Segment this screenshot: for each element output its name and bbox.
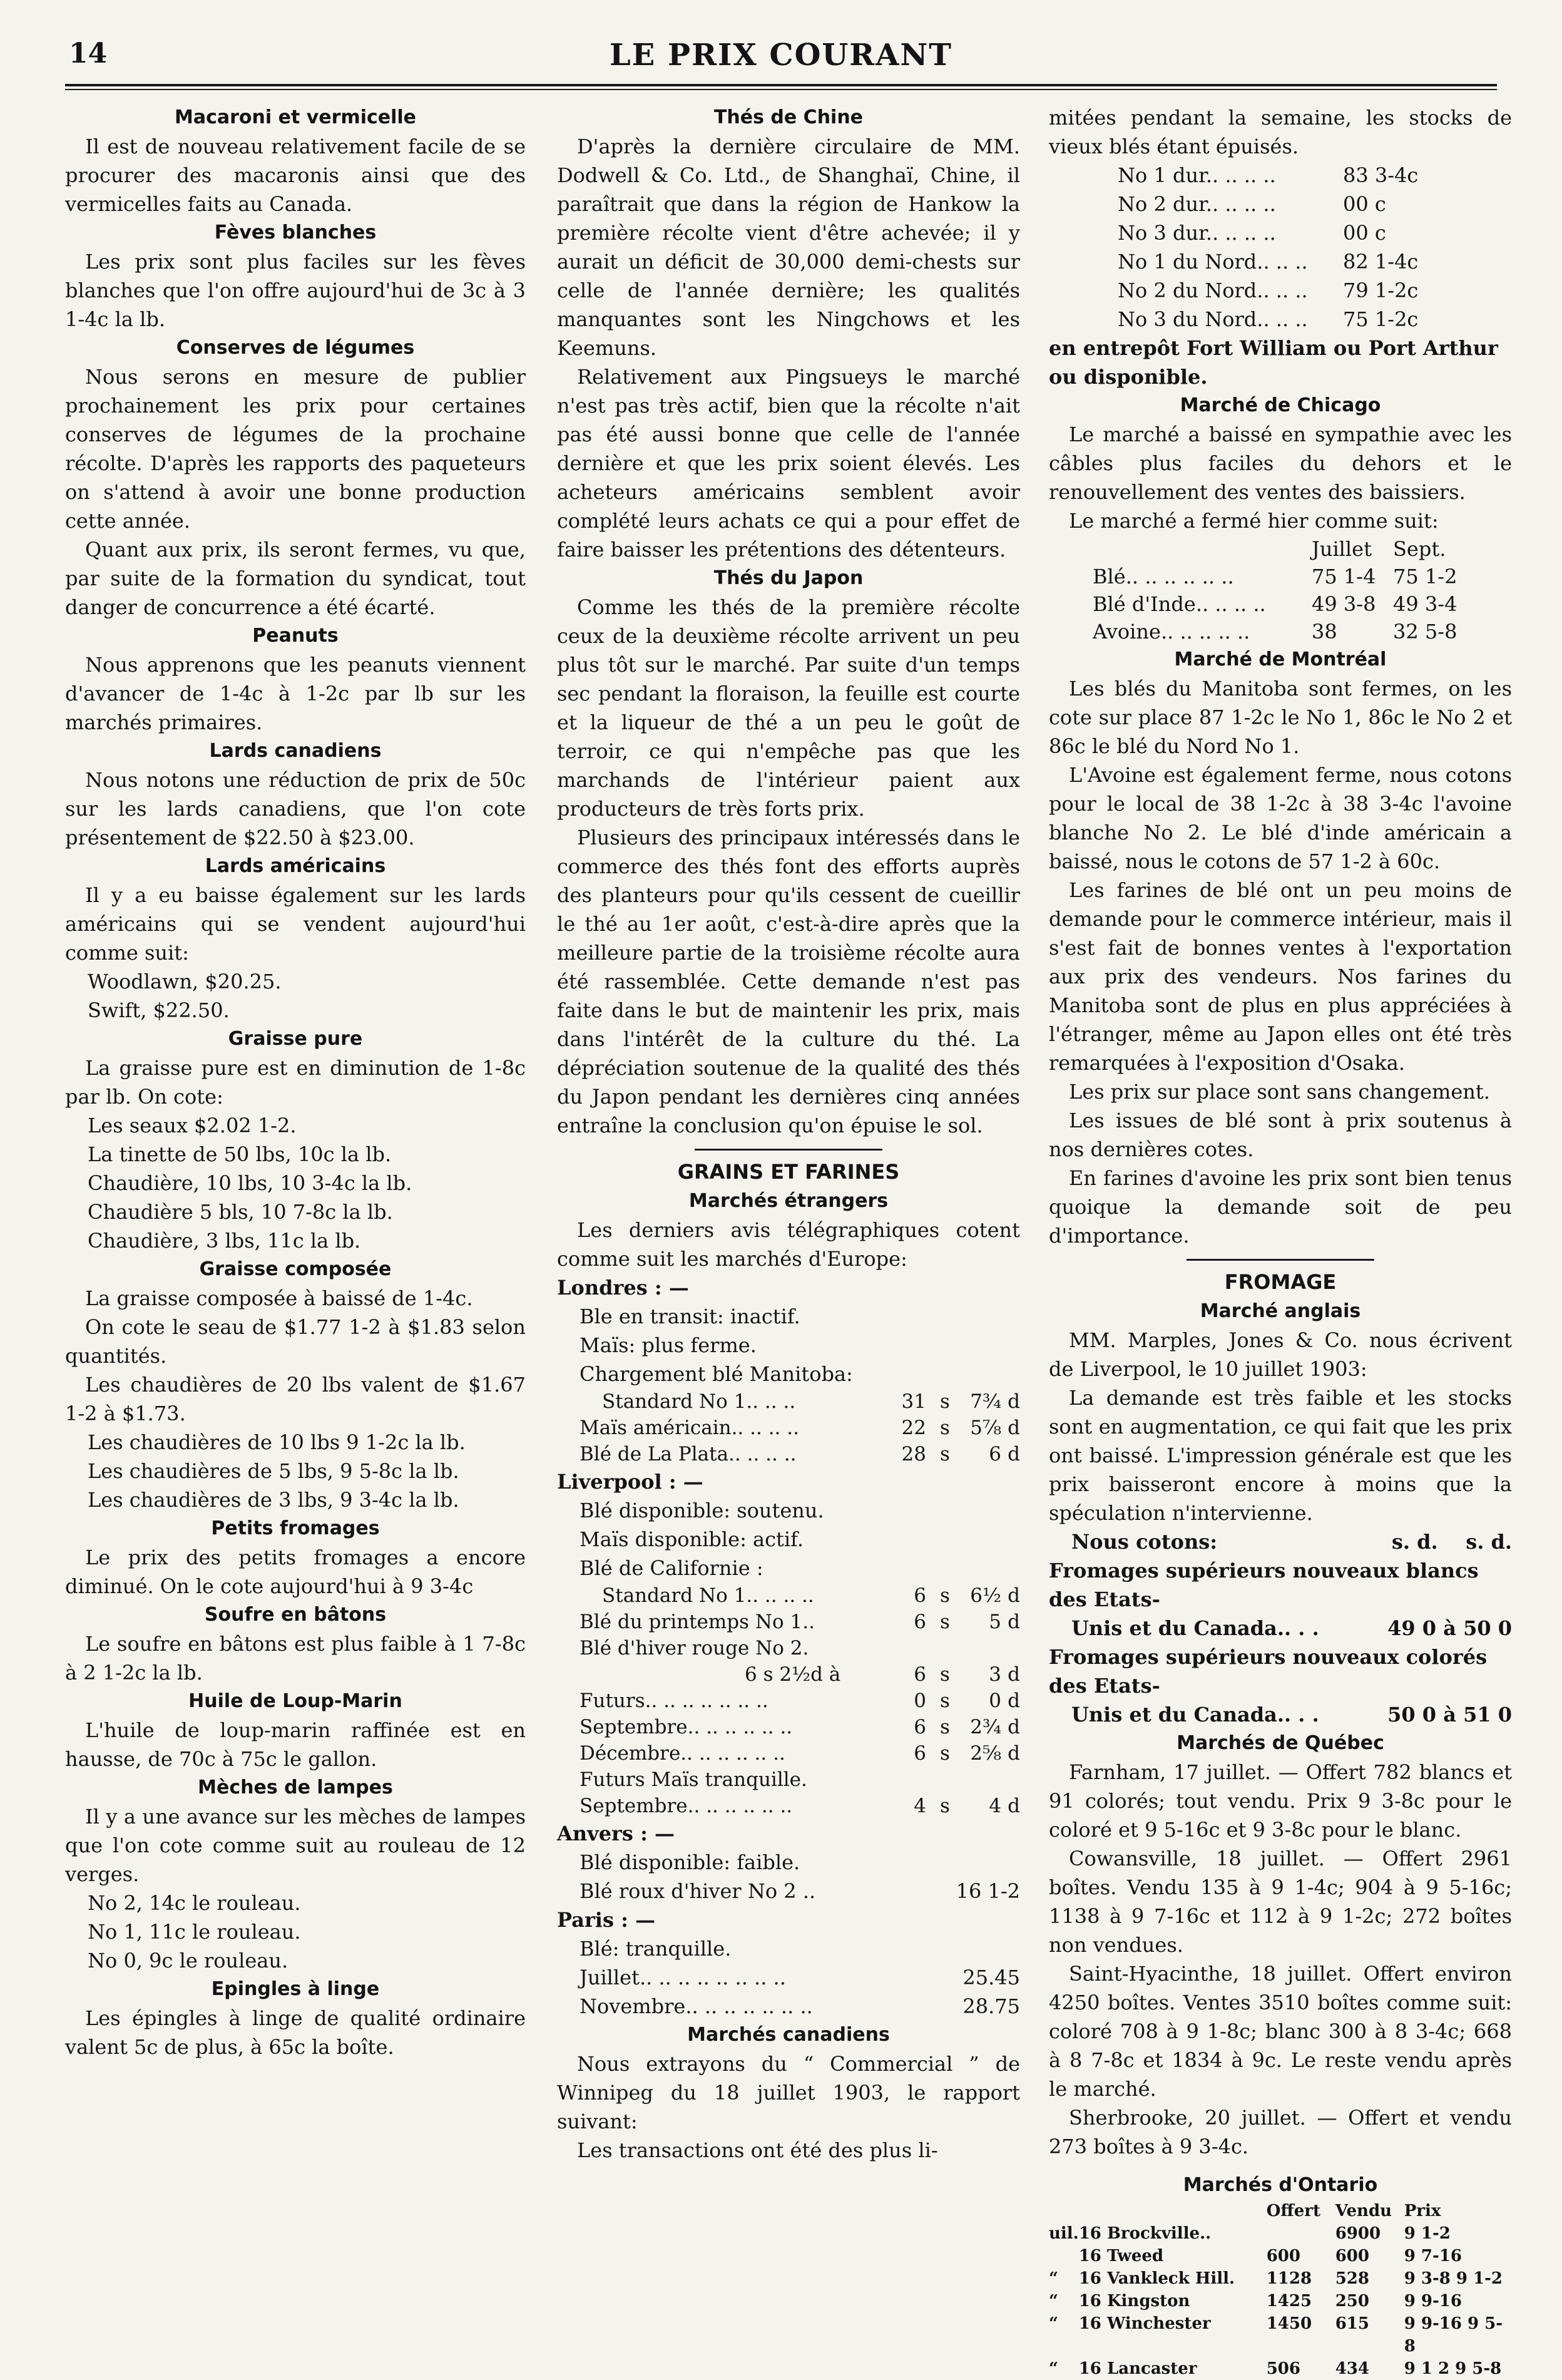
market-line: Blé disponible: soutenu. xyxy=(579,1499,824,1522)
paragraph: Nous apprenons que les peanuts viennent d'avancer de 1-4c à 1-2c par lb sur les marchés primaires. xyxy=(65,653,526,734)
paragraph: Nous extrayons du “ Commercial ” de Winnipeg du 18 juillet 1903, le rapport suivant: xyxy=(557,2052,1020,2133)
price-value: 00 c xyxy=(1343,192,1386,216)
price-row xyxy=(1049,161,1512,190)
market-antwerp: Anvers : — xyxy=(557,1822,675,1845)
list-item: No 2, 14c le rouleau. xyxy=(88,1891,301,1915)
paragraph: Quant aux prix, ils seront fermes, vu que, par suite de la formation du syndicat, tout danger de concurrence a été écarté. xyxy=(65,538,526,619)
price-row xyxy=(1049,276,1512,305)
montreal-paragraphs xyxy=(1049,674,1512,1250)
table-row: 16 Tweed 600 600 9 7-16 xyxy=(1078,2247,1462,2265)
market-line: Maïs disponible: actif. xyxy=(579,1527,804,1551)
table-row: Maïs américain.. .. .. .. 22 s 5⅞ d xyxy=(579,1417,1020,1439)
table-row: Blé du printemps No 1.. 6 s 5 d xyxy=(579,1611,1020,1633)
market-line: Blé disponible: faible. xyxy=(579,1850,800,1874)
table-row: Septembre.. .. .. .. .. .. 4 s 4 d xyxy=(579,1795,1020,1817)
paragraph: Les prix sont plus faciles sur les fèves blanches que l'on offre aujourd'hui de 3c à 3 1-4c la lb. xyxy=(65,250,526,331)
paragraph: L'Avoine est également ferme, nous cotons pour le local de 38 1-2c à 38 3-4c l'avoine blanche No 2. Le blé d'inde américain a baissé, nous le cotons de 57 1-2 à 60c. xyxy=(1049,763,1512,873)
table-row: Blé de La Plata.. .. .. .. 28 s 6 d xyxy=(579,1443,1020,1465)
page-number: 14 xyxy=(69,38,108,69)
table-row: Blé d'Inde.. .. .. .. 49 3-8 49 3-4 xyxy=(1093,592,1457,616)
price-label: No 2 dur.. .. .. .. xyxy=(1118,192,1276,216)
table-row: Futurs Maïs tranquille. xyxy=(579,1768,807,1791)
price-row xyxy=(1049,190,1512,218)
table-row: “ 16 Lancaster 506 434 9 1 2 9 5-8 xyxy=(1049,2359,1502,2378)
price-label: No 1 du Nord.. .. .. xyxy=(1118,250,1308,274)
market-line: Blé de Californie : xyxy=(579,1556,763,1580)
subheading: Epingles à linge xyxy=(211,1978,380,2000)
paragraph: Nous serons en mesure de publier prochainement les prix pour certaines conserves de légumes de la prochaine récolte. D'après les rapports des paqueteurs on s'attend à avoir une bonne production cette année. xyxy=(65,365,526,533)
price-row: Novembre.. .. .. .. .. .. .. 28.75 xyxy=(579,1994,1020,2018)
table-row: Avoine.. .. .. .. .. 38 32 5-8 xyxy=(1093,620,1457,644)
paragraph: D'après la dernière circulaire de MM. Dodwell & Co. Ltd., de Shanghaï, Chine, il paraîtrait que dans la région de Hankow la première récolte vient d'être achevée; il y aurait un déficit de 30,000 demi-chests sur celle de l'année dernière; les qualités manquantes sont les Ningchows et les Keemuns. xyxy=(557,135,1020,360)
subheading: Huile de Loup-Marin xyxy=(188,1690,402,1712)
subheading-montreal: Marché de Montréal xyxy=(1174,649,1387,670)
paragraph: Le prix des petits fromages a encore diminué. On le cote aujourd'hui à 9 3-4c xyxy=(65,1546,526,1598)
price-label: No 3 dur.. .. .. .. xyxy=(1118,221,1276,245)
grain-price-table-liverpool xyxy=(557,1582,1020,1819)
column-1 xyxy=(65,103,526,2061)
paragraph: Cowansville, 18 juillet. — Offert 2961 boîtes. Vendu 135 à 9 1-4c; 904 à 9 5-16c; 1138 à 9 7-16c et 112 à 9 1-2c; 272 boîtes non vendues. xyxy=(1049,1847,1512,1957)
price-value: 82 1-4c xyxy=(1343,250,1419,274)
page-header xyxy=(0,0,1562,81)
subheading-chicago: Marché de Chicago xyxy=(1180,394,1381,416)
list-item: Chaudière 5 bls, 10 7-8c la lb. xyxy=(88,1200,393,1224)
table-header-row: Juillet Sept. xyxy=(1312,537,1446,561)
paragraph: La graisse pure est en diminution de 1-8c par lb. On cote: xyxy=(65,1056,526,1109)
paragraph: Les prix sur place sont sans changement. xyxy=(1069,1080,1490,1104)
column-2 xyxy=(557,103,1020,2165)
list-item: La tinette de 50 lbs, 10c la lb. xyxy=(88,1142,392,1166)
paragraph: Farnham, 17 juillet. — Offert 782 blancs et 91 colorés; tout vendu. Prix 9 3-8c pour le coloré et 9 5-16c et 9 3-8c pour le blanc. xyxy=(1049,1760,1512,1842)
subheading: Conserves de légumes xyxy=(176,337,415,359)
entrepot-note: en entrepôt Fort William ou Port Arthur ou disponible. xyxy=(1049,336,1498,389)
paragraph: Les derniers avis télégraphiques cotent comme suit les marchés d'Europe: xyxy=(557,1218,1020,1271)
subheading-canadian-markets: Marchés canadiens xyxy=(687,2024,890,2046)
paragraph: La graisse composée à baissé de 1-4c. xyxy=(85,1286,473,1310)
table-row: Décembre.. .. .. .. .. .. 6 s 2⅝ d xyxy=(579,1742,1020,1765)
subheading: Thés de Chine xyxy=(713,106,864,128)
subheading-ontario: Marchés d'Ontario xyxy=(1183,2174,1378,2196)
table-header-row: Offert Vendu Prix xyxy=(1266,2202,1441,2220)
paragraph: Il y a eu baisse également sur les lards américains qui se vendent aujourd'hui comme suit: xyxy=(65,883,526,965)
market-liverpool: Liverpool : — xyxy=(557,1470,703,1494)
tea-section xyxy=(557,103,1020,1140)
subheading: Macaroni et vermicelle xyxy=(174,106,417,128)
list-item: No 0, 9c le rouleau. xyxy=(88,1949,288,1972)
price-row: Blé roux d'hiver No 2 .. 16 1-2 xyxy=(579,1879,1020,1903)
paragraph: MM. Marples, Jones & Co. nous écrivent de Liverpool, le 10 juillet 1903: xyxy=(1049,1328,1512,1381)
market-line: Blé: tranquille. xyxy=(579,1937,732,1961)
paragraph: Il y a une avance sur les mèches de lampes que l'on cote comme suit au rouleau de 12 verges. xyxy=(65,1805,526,1886)
price-row xyxy=(1049,218,1512,247)
price-label: No 2 du Nord.. .. .. xyxy=(1118,279,1308,302)
paragraph: mitées pendant la semaine, les stocks de vieux blés étant épuisés. xyxy=(1049,106,1512,158)
subheading: Graisse pure xyxy=(228,1028,363,1050)
price-row: Juillet.. .. .. .. .. .. .. .. 25.45 xyxy=(579,1966,1020,1989)
subheading: Soufre en bâtons xyxy=(204,1604,387,1626)
market-london: Londres : — xyxy=(557,1276,689,1300)
paragraph: Saint-Hyacinthe, 18 juillet. Offert environ 4250 boîtes. Ventes 3510 boîtes comme suit: coloré 708 à 9 1-8c; blanc 300 à 8 3-4c; 668 à 8 7-8c et 1834 à 9c. Le reste vendu après le marché. xyxy=(1049,1962,1512,2101)
paragraph: Les farines de blé ont un peu moins de demande pour le commerce intérieur, mais il s'est fait de bonnes ventes à l'exportation aux prix des vendeurs. Nos farines du Manitoba sont de plus en plus appréciées à l'étranger, même au Japon elles ont été très remarquées à l'exposition d'Osaka. xyxy=(1049,878,1512,1075)
list-item: Les chaudières de 10 lbs 9 1-2c la lb. xyxy=(88,1430,466,1454)
subheading: Peanuts xyxy=(252,625,339,647)
grain-price-table-london xyxy=(557,1388,1020,1467)
header-rule-thin xyxy=(65,89,1497,90)
paragraph: Il est de nouveau relativement facile de se procurer des macaronis ainsi que des vermicelles faits au Canada. xyxy=(65,135,526,216)
cheese-price-row: Unis et du Canada.. . . 50 0 à 51 0 xyxy=(1071,1703,1512,1726)
winnipeg-price-list xyxy=(1049,161,1512,334)
ontario-table xyxy=(1049,2200,1512,2380)
paragraph: La demande est très faible et les stocks sont en augmentation, ce qui fait que les prix ont baissé. L'impression générale est que les prix baisseront encore à moins que la spéculation n'intervienne. xyxy=(1049,1386,1512,1525)
subheading: Thés du Japon xyxy=(713,567,864,589)
price-label: No 3 du Nord.. .. .. xyxy=(1118,307,1308,331)
list-item: No 1, 11c le rouleau. xyxy=(88,1920,301,1944)
list-item: Les chaudières de 3 lbs, 9 3-4c la lb. xyxy=(88,1488,459,1512)
table-row: “ 16 Kingston 1425 250 9 9-16 xyxy=(1049,2292,1462,2311)
cotons-row: Nous cotons: s. d. s. d. xyxy=(1071,1530,1512,1554)
price-value: 75 1-2c xyxy=(1343,307,1419,331)
subheading-english-market: Marché anglais xyxy=(1200,1300,1361,1322)
price-value: 00 c xyxy=(1343,221,1386,245)
subheading: Fèves blanches xyxy=(214,222,377,244)
paragraph: L'huile de loup-marin raffinée est en hausse, de 70c à 75c le gallon. xyxy=(65,1718,526,1771)
list-item: Les chaudières de 5 lbs, 9 5-8c la lb. xyxy=(88,1459,459,1483)
paragraph: Nous notons une réduction de prix de 50c sur les lards canadiens, que l'on cote présentement de $22.50 à $23.00. xyxy=(65,768,526,849)
paragraph: En farines d'avoine les prix sont bien tenus quoique la demande soit de peu d'importance. xyxy=(1049,1166,1512,1248)
market-line: Chargement blé Manitoba: xyxy=(579,1362,853,1386)
table-row: uil. 16 Brockville.. 6900 9 1-2 xyxy=(1049,2224,1451,2243)
subheading: Lards canadiens xyxy=(209,740,382,762)
table-row: Standard No 1.. .. .. .. 6 s 6½ d xyxy=(602,1584,1020,1607)
table-row: Futurs.. .. .. .. .. .. .. 0 s 0 d xyxy=(579,1690,1020,1712)
subheading: Graisse composée xyxy=(199,1258,392,1280)
column-3 xyxy=(1049,103,1512,2380)
table-row: Septembre.. .. .. .. .. .. 6 s 2¾ d xyxy=(579,1716,1020,1738)
list-item: Chaudière, 3 lbs, 11c la lb. xyxy=(88,1229,361,1253)
cheese-price-row: Unis et du Canada.. . . 49 0 à 50 0 xyxy=(1071,1616,1512,1640)
section-divider xyxy=(695,1149,882,1151)
page-title: LE PRIX COURANT xyxy=(609,38,953,73)
paragraph: Comme les thés de la première récolte ceux de la deuxième récolte arrivent un peu plus tôt sur le marché. Par suite d'un temps sec pendant la floraison, la feuille est courte et la liqueur de thé a un peu le goût de terroir, ce qui n'empêche pas que les marchands de l'intérieur paient aux producteurs de très forts prix. xyxy=(557,595,1020,821)
cheese-line: Fromages supérieurs nouveaux blancs des Etats- xyxy=(1049,1559,1479,1611)
header-rule xyxy=(65,84,1497,86)
list-item: Swift, $22.50. xyxy=(88,998,230,1022)
cheese-line: Fromages supérieurs nouveaux colorés des Etats- xyxy=(1049,1645,1488,1698)
chicago-price-table xyxy=(1049,535,1512,645)
subheading: Lards américains xyxy=(205,855,386,877)
list-item: Chaudière, 10 lbs, 10 3-4c la lb. xyxy=(88,1171,412,1195)
table-row: “ 16 Vankleck Hill. 1128 528 9 3-8 9 1-2 xyxy=(1049,2269,1503,2288)
price-label: No 1 dur.. .. .. .. xyxy=(1118,163,1276,187)
price-value: 79 1-2c xyxy=(1343,279,1419,302)
section-title-fromage: FROMAGE xyxy=(1224,1270,1337,1294)
price-row xyxy=(1049,247,1512,276)
market-line: Maïs: plus ferme. xyxy=(579,1333,757,1357)
subheading: Petits fromages xyxy=(211,1517,380,1539)
table-row: Blé d'hiver rouge No 2. xyxy=(579,1637,809,1659)
market-line: Ble en transit: inactif. xyxy=(579,1305,800,1328)
list-item: Les seaux $2.02 1-2. xyxy=(88,1114,297,1137)
quebec-paragraphs xyxy=(1049,1758,1512,2161)
paragraph: Les épingles à linge de qualité ordinaire valent 5c de plus, à 65c la boîte. xyxy=(65,2006,526,2059)
paragraph: Plusieurs des principaux intéressés dans le commerce des thés font des efforts auprès des planteurs pour qu'ils cessent de cueillir le thé au 1er août, c'est-à-dire après que la meilleure partie de la troisième récolte aura été rassemblée. Cette demande n'est pas faite dans le but de maintenir les prix, mais dans l'intérêt de la culture du thé. La dépréciation soutenue de la qualité des thés du Japon pendant les dernières cinq années entraîne la conclusion qu'on épuise le sol. xyxy=(557,826,1020,1137)
table-row: Standard No 1.. .. .. 31 s 7¾ d xyxy=(602,1390,1020,1413)
table-row: 6 s 2½d à 6 s 3 d xyxy=(745,1663,1020,1686)
section-title-grains: GRAINS ET FARINES xyxy=(677,1160,900,1184)
subheading-quebec: Marchés de Québec xyxy=(1177,1732,1384,1754)
price-row xyxy=(1049,305,1512,334)
paragraph: Les blés du Manitoba sont fermes, on les cote sur place 87 1-2c le No 1, 86c le No 2 et 86c le blé du Nord No 1. xyxy=(1049,677,1512,758)
list-item: Woodlawn, $20.25. xyxy=(88,970,282,993)
paragraph: Le soufre en bâtons est plus faible à 1 7-8c à 2 1-2c la lb. xyxy=(65,1632,526,1685)
table-row: “ 16 Winchester 1450 615 9 9-16 9 5-8 xyxy=(1049,2314,1503,2356)
paragraph: Relativement aux Pingsueys le marché n'est pas très actif, bien que la récolte n'ait pas été aussi bonne que celle de l'année dernière et que les prix soient élevés. Les acheteurs américains semblent avoir complété leurs achats ce qui a pour effet de faire baisser les prétentions des détenteurs. xyxy=(557,365,1020,562)
paragraph: Le marché a baissé en sympathie avec les câbles plus faciles du dehors et le renouvellement des ventes des baissiers. xyxy=(1049,423,1512,504)
subheading-foreign-markets: Marchés étrangers xyxy=(688,1190,889,1212)
market-paris: Paris : — xyxy=(557,1908,656,1932)
section-divider xyxy=(1187,1259,1374,1261)
paragraph: Les issues de blé sont à prix soutenus à nos dernières cotes. xyxy=(1049,1109,1512,1161)
paragraph: Les transactions ont été des plus li- xyxy=(577,2138,938,2162)
subheading: Mèches de lampes xyxy=(198,1777,393,1798)
price-value: 83 3-4c xyxy=(1343,163,1419,187)
paragraph: Les chaudières de 20 lbs valent de $1.67 1-2 à $1.73. xyxy=(65,1373,526,1425)
paragraph: Le marché a fermé hier comme suit: xyxy=(1069,509,1439,533)
paragraph: Sherbrooke, 20 juillet. — Offert et vendu 273 boîtes à 9 3-4c. xyxy=(1049,2106,1512,2158)
table-row: Blé.. .. .. .. .. .. 75 1-4 75 1-2 xyxy=(1093,565,1457,588)
paragraph: On cote le seau de $1.77 1-2 à $1.83 selon quantités. xyxy=(65,1315,526,1368)
